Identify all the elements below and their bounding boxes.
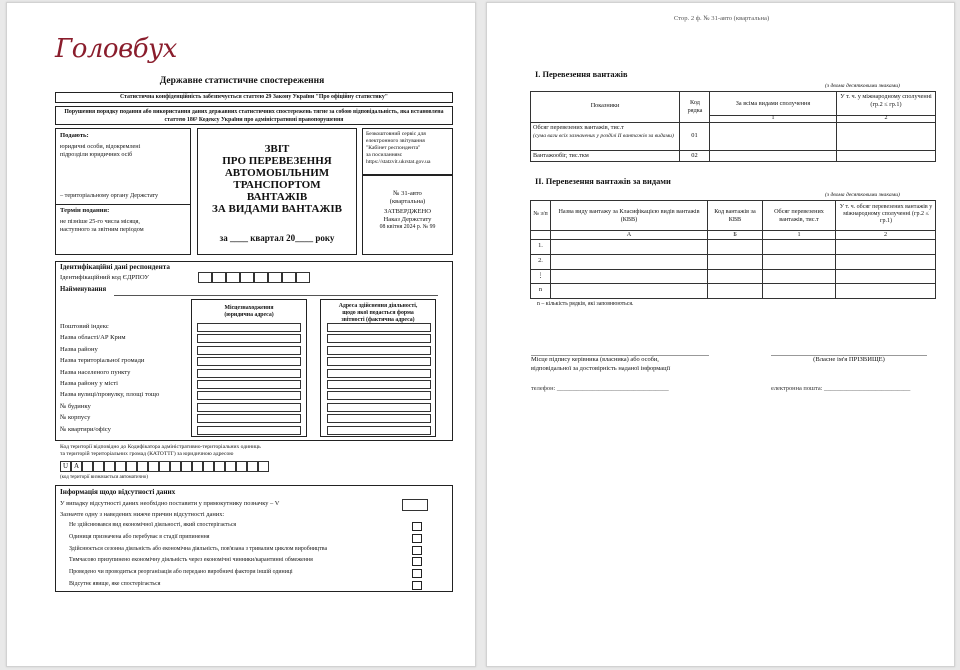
table-input-cell[interactable] [835,254,936,270]
absence-reason-label: Тимчасово призупинено економічну діяльність через економічні чинники/карантинні обмеження [69,557,313,564]
edrpou-cell[interactable] [282,272,296,283]
absence-reason-checkbox[interactable] [412,546,422,555]
katottg-cell[interactable] [93,461,104,472]
ident-field-label: № квартири/офісу [60,425,111,433]
row01-intl-input[interactable] [836,122,936,151]
ident-field-label: Назва області/АР Крим [60,334,126,342]
ident-field-label: Назва району у місті [60,380,119,387]
section2-table: № з/п Назва виду вантажу за Класифікацією видів вантажів (КВВ) Код вантажів за КВВ Обсяг перевезених вантажів, тис.т У т. ч. обсяг перевезених вантажів у міжнародному сполученні (гр.2 ≤ гр.1) А Б 1 2 1. 2. ⋮ n [530,200,936,300]
edrpou-cell[interactable] [268,272,282,283]
form-number-box: № 31-авто (квартальна) ЗАТВЕРДЖЕНО Наказ Держстату 08 квітня 2024 р. № 99 [362,175,453,255]
table-input-cell[interactable] [835,283,936,299]
row02-intl-input[interactable] [836,150,936,162]
confidential-box: Статистична конфіденційність забезпечується статтею 29 Закону України "Про офіційну статистику" [55,92,453,103]
legal-address-input[interactable] [197,403,301,412]
ident-title: Ідентифікаційні дані респондента [60,263,170,271]
report-title: ЗВІТ [264,143,290,155]
row02-all-input[interactable] [709,150,837,162]
legal-address-input[interactable] [197,426,301,435]
katottg-prefix[interactable]: A [71,461,82,472]
section1-table: Показники Код рядка За всіма видами сполучення У т. ч. у міжнародному сполученні (гр.2 ≤ гр.1) 1 2 Обсяг перевезених вантажів, тис.т (сума ваги всіх зазначених у розділі ІІ вантажів за видами) 01 Вантажообіг, тис.ткм 02 [530,91,936,161]
table-input-cell[interactable] [550,283,708,299]
row01-all-input[interactable] [709,122,837,151]
katottg-cell[interactable] [82,461,93,472]
absence-reason-label: Одиниця призначена або перебуває в стадії припинення [69,533,210,540]
katottg-cell[interactable] [214,461,225,472]
legal-address-input[interactable] [197,391,301,400]
table-input-cell[interactable] [550,254,708,270]
katottg-cell[interactable] [236,461,247,472]
katottg-cell[interactable] [181,461,192,472]
table-input-cell[interactable] [707,239,763,255]
table-input-cell[interactable] [707,283,763,299]
edrpou-cell[interactable] [240,272,254,283]
actual-address-input[interactable] [327,380,431,389]
section1-title: І. Перевезення вантажів [535,70,628,79]
katottg-cell[interactable] [192,461,203,472]
legal-address-input[interactable] [197,414,301,423]
legal-address-input[interactable] [197,357,301,366]
katottg-cell[interactable] [148,461,159,472]
absence-reason-checkbox[interactable] [412,569,422,578]
edrpou-cell[interactable] [212,272,226,283]
name-label: Найменування [60,286,107,293]
table-input-cell[interactable] [835,269,936,285]
service-link[interactable]: https://statzvit.ukrstat.gov.ua [366,159,431,165]
actual-address-column: Адреса здійснення діяльності, щодо якої подається форма звітності (фактична адреса) [320,299,436,437]
legal-address-column: Місцезнаходження (юридична адреса) [191,299,307,437]
ident-field-label: Назва району [60,345,98,353]
row-number: ⋮ [537,271,544,279]
legal-address-input[interactable] [197,346,301,355]
form-page-1: Головбух Державне статистичне спостереження Статистична конфіденційність забезпечується статтею 29 Закону України "Про офіційну статистику" Порушення порядку подання або використання даних державних статистичних спостережень тягне за собою відповідальність, яка встановлена статтею 186³ Кодексу України про адміністративні правопорушення Подають: юридичні особи, відокремлені підрозділи юридичних осіб – територіальному органу Держстату Термін подання: не пізніше 25-го числа місяця, наступного за звітним періодом ЗВІТ ПРО ПЕРЕВЕЗЕННЯ АВТОМОБІЛЬНИМ ТРАНСПОРТОМ ВАНТАЖІВ ЗА ВИДАМИ ВАНТАЖІВ за ____ квартал 20____ року Безкоштовний сервіс для електронного звітування "Кабінет респондента" за посиланням: https://statzvit.ukrstat.gov.ua № 31-авто (квартальна) ЗАТВЕРДЖЕНО Наказ Держстату 08 квітня 2024 р. № 99 Ідентифікаційні дані респондента Ідентифікаційний код ЄДРПОУ Найменування Місцезнаходження (юридична адреса) Адреса здійснення діяльності, щодо якої подається форма звітності (фактична адреса) Поштовий індекс Назва області/АР Крим Назва району Назва територіальної громади Назва населеного пункту Назва району у місті Назва вулиці/провулку, площі тощо № будинку № корпусу № квартири/офісу Код території відповідно до Кодифікатора адміністративно-територіальних одиниць та територій територіальних громад (КАТОТТГ) за юридичною адресою U A (код території визначається автоматично) Інформація щодо відсутності даних У випадку відсутності даних необхідно поставити у прямокутнику позначку – V Зазначте одну з наведених нижче причин відсутності даних: Не здійснювався вид економічної діяльності, який спостерігається Одиниця призначена або перебуває в стадії припинення Здійснюється сезонна діяльність або економічна діяльність, пов'язана з тривалим циклом виробництва Тимчасово призупинено економічну діяльність через економічні чинники/карантинні обмеження Проведено чи проводиться реорганізація або передано виробничі фактори іншій одиниці Відсутнє явище, яке спостерігається [6,2,476,667]
actual-address-input[interactable] [327,323,431,332]
katottg-cell[interactable] [247,461,258,472]
row-number: 2. [538,256,543,264]
logo: Головбух [55,34,177,64]
actual-address-input[interactable] [327,346,431,355]
legal-address-input[interactable] [197,380,301,389]
table-input-cell[interactable] [835,239,936,255]
signature-place: Місце підпису керівника (власника) або особи, [531,356,659,363]
form-page-2: Стор. 2 ф. № 31-авто (квартальна) І. Перевезення вантажів (з двома десятковими знаками) Показники Код рядка За всіма видами сполучення У т. ч. у міжнародному сполученні (гр.2 ≤ гр.1) 1 2 Обсяг перевезених вантажів, тис.т (сума ваги всіх зазначених у розділі ІІ вантажів за видами) 01 Вантажообіг, тис.ткм 02 ІІ. Перевезення вантажів за видами (з двома десятковими знаками) № з/п Назва виду вантажу за Класифікацією видів вантажів (КВВ) Код вантажів за КВВ Обсяг перевезених вантажів, тис.т У т. ч. обсяг перевезених вантажів у міжнародному сполученні (гр.2 ≤ гр.1) А Б 1 2 1. 2. ⋮ n n – кількість рядків, які заповнюються. Місце підпису керівника (власника) або особи, відповідальної за достовірність наданої інформації (Власне ім'я ПРІЗВИЩЕ) телефон: ___________________________________ електронна пошта: ___________________________ [486,2,955,667]
katottg-cell[interactable] [159,461,170,472]
section2-title: ІІ. Перевезення вантажів за видами [535,177,671,186]
absence-reason-checkbox[interactable] [412,522,422,531]
table-input-cell[interactable] [707,254,763,270]
ident-field-label: № корпусу [60,414,91,422]
legal-address-input[interactable] [197,334,301,343]
katottg-prefix[interactable]: U [60,461,71,472]
absence-reason-checkbox[interactable] [412,534,422,543]
email-field[interactable]: електронна пошта: ___________________________ [771,385,911,392]
table-input-cell[interactable] [762,269,836,285]
absence-mark-box[interactable] [402,499,428,511]
ident-field-label: Назва населеного пункту [60,368,131,376]
actual-address-input[interactable] [327,369,431,378]
table-input-cell[interactable] [707,269,763,285]
edrpou-cell[interactable] [296,272,310,283]
legal-address-input[interactable] [197,369,301,378]
ident-field-label: Поштовий індекс [60,323,109,330]
header-title: Державне статистичне спостереження [159,76,325,86]
phone-field[interactable]: телефон: ___________________________________ [531,385,669,392]
actual-address-input[interactable] [327,403,431,412]
submitters-box: Подають: юридичні особи, відокремлені підрозділи юридичних осіб – територіальному органу Держстату Термін подання: не пізніше 25-го числа місяця, наступного за звітним періодом [55,128,191,255]
table-input-cell[interactable] [550,269,708,285]
service-box: Безкоштовний сервіс для електронного звітування "Кабінет респондента" за посиланням: https://statzvit.ukrstat.gov.ua [362,128,453,175]
katottg-cell[interactable] [126,461,137,472]
actual-address-input[interactable] [327,334,431,343]
table-input-cell[interactable] [550,239,708,255]
report-title-box: ЗВІТ ПРО ПЕРЕВЕЗЕННЯ АВТОМОБІЛЬНИМ ТРАНСПОРТОМ ВАНТАЖІВ ЗА ВИДАМИ ВАНТАЖІВ за ____ квартал 20____ року [197,128,357,255]
absence-reason-label: Здійснюється сезонна діяльність або економічна діяльність, пов'язана з тривалим циклом виробництва [69,545,328,552]
katottg-cell[interactable] [225,461,236,472]
violation-box: Порушення порядку подання або використання даних державних статистичних спостережень тягне за собою відповідальність, яка встановлена статтею 186³ Кодексу України про адміністративні правопорушення [55,106,453,125]
absence-reason-checkbox[interactable] [412,557,422,566]
table-input-cell[interactable] [762,254,836,270]
edrpou-label: Ідентифікаційний код ЄДРПОУ [60,274,149,281]
quarter-line: за ____ квартал 20____ року [219,233,335,243]
table-input-cell[interactable] [762,239,836,255]
actual-address-input[interactable] [327,391,431,400]
katottg-cell[interactable] [258,461,269,472]
ident-field-label: Назва територіальної громади [60,357,145,365]
absence-reason-checkbox[interactable] [412,581,422,590]
actual-address-input[interactable] [327,357,431,366]
katottg-cell[interactable] [203,461,214,472]
katottg-cell[interactable] [137,461,148,472]
edrpou-cell[interactable] [254,272,268,283]
signer-name: (Власне ім'я ПРІЗВИЩЕ) [813,356,885,363]
legal-address-input[interactable] [197,323,301,332]
edrpou-cell[interactable] [198,272,212,283]
page-header: Стор. 2 ф. № 31-авто (квартальна) [673,15,770,22]
name-input[interactable] [114,295,438,296]
katottg-cell[interactable] [170,461,181,472]
actual-address-input[interactable] [327,414,431,423]
katottg-cell[interactable] [115,461,126,472]
edrpou-cell[interactable] [226,272,240,283]
absence-reason-label: Відсутнє явище, яке спостерігається [69,581,161,587]
absence-reason-label: Не здійснювався вид економічної діяльності, який спостерігається [69,522,237,528]
actual-address-input[interactable] [327,426,431,435]
absence-reason-label: Проведено чи проводиться реорганізація або передано виробничі фактори іншій одиниці [69,569,293,576]
row-number: n [538,286,543,294]
table-input-cell[interactable] [762,283,836,299]
row-number: 1. [538,242,543,249]
ident-field-label: Назва вулиці/провулку, площі тощо [60,391,160,399]
ident-field-label: № будинку [60,402,91,410]
katottg-cell[interactable] [104,461,115,472]
